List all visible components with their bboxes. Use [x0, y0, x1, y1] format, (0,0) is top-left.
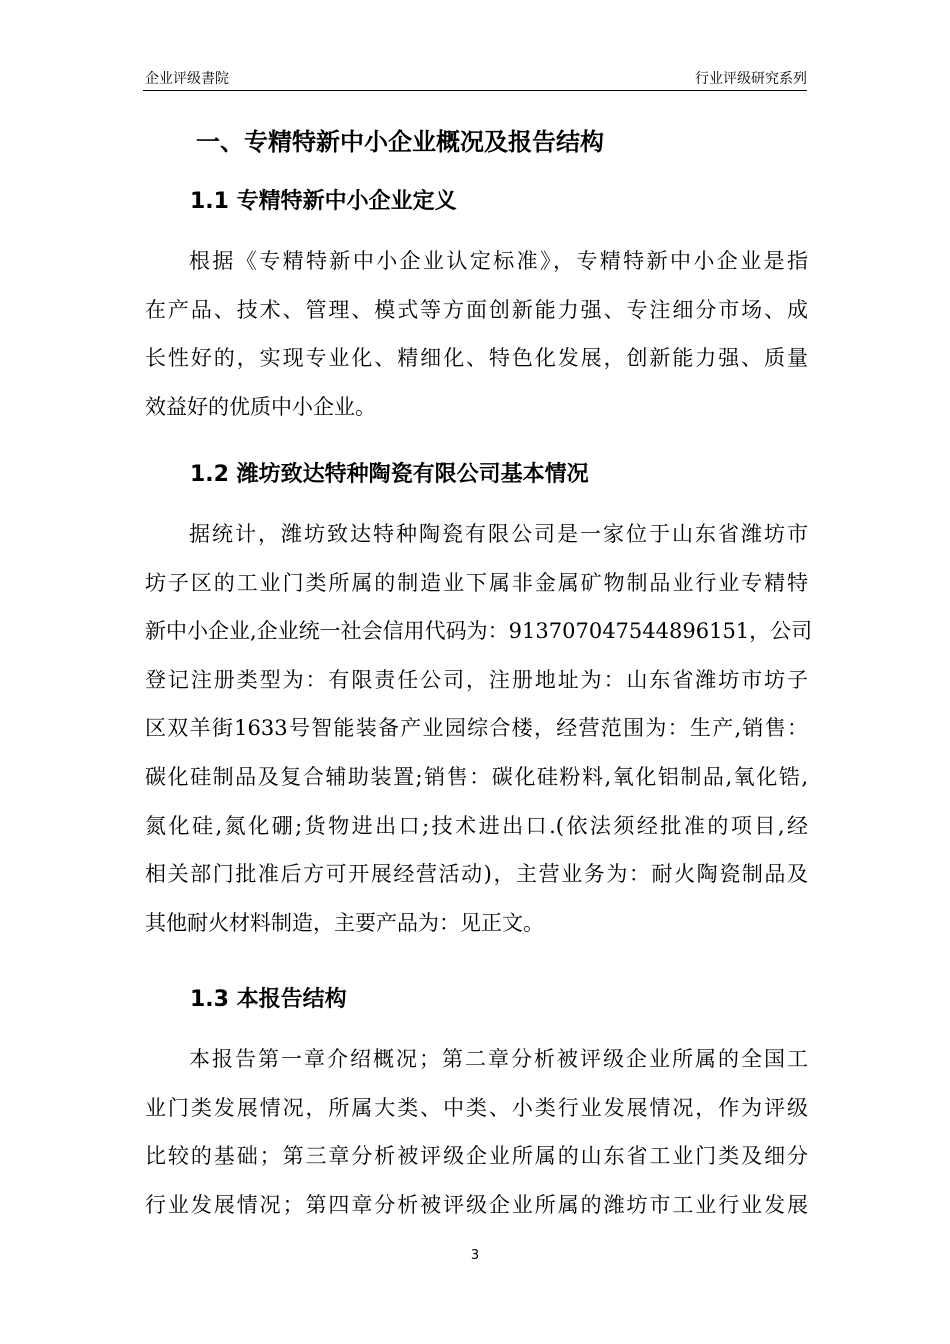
- paragraph-line: 根据《专精特新中小企业认定标准》，专精特新中小企业是指: [189, 249, 808, 273]
- paragraph-line: 据统计，潍坊致达特种陶瓷有限公司是一家位于山东省潍坊市: [189, 522, 808, 546]
- paragraph-line: 新中小企业,企业统一社会信用代码为：913707047544896151，公司: [145, 619, 813, 644]
- paragraph-line: 效益好的优质中小企业。: [145, 394, 376, 419]
- paragraph-line: 登记注册类型为：有限责任公司，注册地址为：山东省潍坊市坊子: [145, 667, 808, 692]
- chapter-title: 一、专精特新中小企业概况及报告结构: [196, 128, 604, 156]
- page-number: 3: [470, 1248, 480, 1263]
- paragraph-line: 长性好的，实现专业化、精细化、特色化发展，创新能力强、质量: [145, 346, 808, 371]
- header-right: 行业评级研究系列: [695, 71, 807, 87]
- paragraph-line: 其他耐火材料制造，主要产品为：见正文。: [145, 910, 544, 935]
- section-heading-1-1: 1.1 专精特新中小企业定义: [190, 189, 457, 214]
- paragraph-line: 行业发展情况；第四章分析被评级企业所属的潍坊市工业行业发展: [145, 1192, 808, 1217]
- header-left: 企业评级書院: [145, 71, 229, 87]
- paragraph-line: 坊子区的工业门类所属的制造业下属非金属矿物制品业行业专精特: [145, 570, 808, 595]
- paragraph-line: 本报告第一章介绍概况；第二章分析被评级企业所属的全国工: [189, 1047, 808, 1071]
- section-paragraph-1-3: [145, 1035, 808, 1229]
- paragraph-line: 氮化硅,氮化硼;货物进出口;技术进出口.(依法须经批准的项目,经: [145, 813, 808, 838]
- paragraph-line: 相关部门批准后方可开展经营活动)，主营业务为：耐火陶瓷制品及: [145, 862, 808, 887]
- header-divider: [143, 90, 807, 91]
- paragraph-line: 在产品、技术、管理、模式等方面创新能力强、专注细分市场、成: [145, 297, 808, 322]
- section-paragraph-1-1: [145, 237, 808, 431]
- paragraph-line: 碳化硅制品及复合辅助装置;销售：碳化硅粉料,氧化铝制品,氧化锆,: [145, 764, 808, 789]
- paragraph-line: 比较的基础；第三章分析被评级企业所属的山东省工业门类及细分: [145, 1144, 808, 1169]
- section-heading-1-3: 1.3 本报告结构: [190, 987, 347, 1012]
- paragraph-line: 业门类发展情况，所属大类、中类、小类行业发展情况，作为评级: [145, 1095, 808, 1120]
- section-paragraph-1-2: [145, 510, 813, 947]
- section-heading-1-2: 1.2 潍坊致达特种陶瓷有限公司基本情况: [190, 462, 589, 487]
- paragraph-line: 区双羊街1633号智能装备产业园综合楼，经营范围为：生产,销售：: [145, 716, 808, 741]
